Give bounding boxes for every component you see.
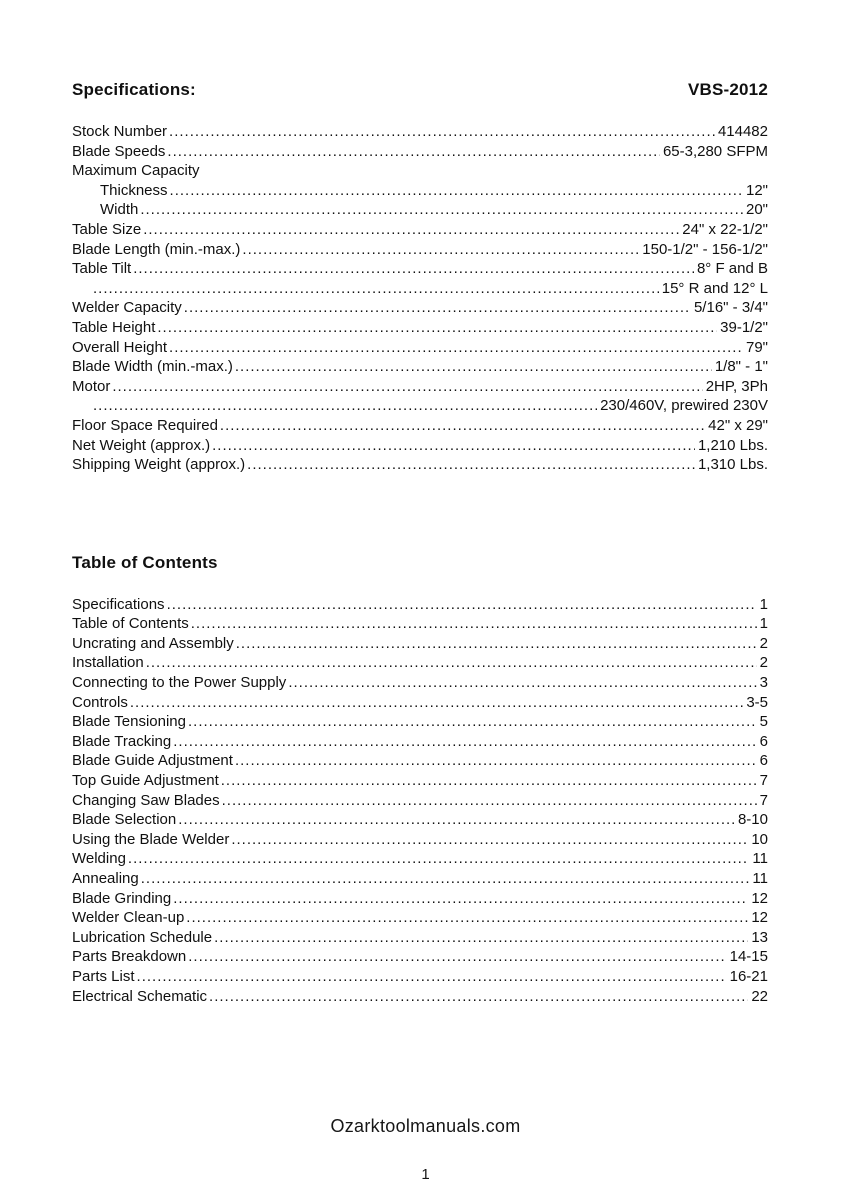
- toc-entry: [72, 614, 768, 634]
- toc-entry: [72, 908, 768, 928]
- toc-page-number: 13: [751, 928, 768, 946]
- dot-leader: [184, 298, 691, 318]
- toc-title: Blade Grinding: [72, 889, 172, 907]
- dot-leader: [130, 693, 743, 713]
- spec-label: Welder Capacity: [72, 299, 182, 317]
- spec-row: [72, 220, 768, 240]
- spec-row: [72, 436, 768, 456]
- toc-entry: [72, 732, 768, 752]
- toc-page-number: 22: [751, 987, 768, 1005]
- dot-leader: [133, 259, 694, 279]
- toc-title: Blade Guide Adjustment: [72, 752, 233, 770]
- dot-leader: [236, 634, 757, 654]
- spec-label: Motor: [72, 377, 111, 395]
- dot-leader: [235, 751, 757, 771]
- spec-value: 39-1/2": [720, 318, 768, 336]
- toc-entry: [72, 869, 768, 889]
- toc-entry: [72, 967, 768, 987]
- spec-row: [72, 142, 768, 162]
- toc-title: Welding: [72, 850, 126, 868]
- dot-leader: [242, 240, 639, 260]
- toc-entry: [72, 693, 768, 713]
- spec-label: Net Weight (approx.): [72, 436, 211, 454]
- spec-value: 20": [745, 201, 768, 219]
- spec-row: [72, 377, 768, 397]
- spec-row: [72, 259, 768, 279]
- spec-value: 65-3,280 SFPM: [662, 142, 768, 160]
- spec-value: 8° F and B: [696, 260, 768, 278]
- toc-entry: [72, 771, 768, 791]
- specifications-header: [72, 80, 768, 100]
- toc-entry: [72, 595, 768, 615]
- dot-leader: [143, 220, 679, 240]
- spec-value: 79": [745, 338, 768, 356]
- spec-label: Maximum Capacity: [72, 162, 200, 180]
- spec-value: 12": [745, 181, 768, 199]
- footer-website: Ozarktoolmanuals.com: [330, 1116, 521, 1136]
- spec-value: 24" x 22-1/2": [682, 220, 768, 238]
- toc-entry: [72, 751, 768, 771]
- dot-leader: [169, 122, 715, 142]
- toc-title: Blade Tensioning: [72, 713, 186, 731]
- toc-title: Blade Tracking: [72, 732, 172, 750]
- toc-page-number: 2: [759, 634, 768, 652]
- toc-title: Table of Contents: [72, 615, 189, 633]
- dot-leader: [288, 673, 756, 693]
- toc-entry: [72, 712, 768, 732]
- spec-label: Blade Speeds: [72, 142, 166, 160]
- dot-leader: [186, 908, 748, 928]
- spec-row: [72, 338, 768, 358]
- toc-title: Uncrating and Assembly: [72, 634, 234, 652]
- dot-leader: [221, 771, 757, 791]
- dot-leader: [170, 181, 743, 201]
- toc-title: Welder Clean-up: [72, 909, 185, 927]
- toc-title: Controls: [72, 693, 128, 711]
- dot-leader: [146, 653, 757, 673]
- toc-title: Specifications: [72, 595, 165, 613]
- toc-title: Top Guide Adjustment: [72, 772, 219, 790]
- toc-entry: [72, 634, 768, 654]
- toc-entry: [72, 653, 768, 673]
- spec-label: Floor Space Required: [72, 416, 218, 434]
- dot-leader: [231, 830, 748, 850]
- spec-value: 15° R and 12° L: [661, 279, 768, 297]
- dot-leader: [112, 377, 702, 397]
- toc-heading: Table of Contents: [72, 552, 218, 572]
- dot-leader: [188, 947, 726, 967]
- spec-label: Blade Length (min.-max.): [72, 240, 241, 258]
- spec-row: [72, 455, 768, 475]
- spec-label: Overall Height: [72, 338, 168, 356]
- spec-row: [72, 122, 768, 142]
- toc-title: Blade Selection: [72, 811, 177, 829]
- dot-leader: [141, 869, 750, 889]
- dot-leader: [222, 791, 757, 811]
- toc-page-number: 2: [759, 654, 768, 672]
- dot-leader: [93, 396, 597, 416]
- spec-value: 150-1/2" - 156-1/2": [642, 240, 768, 258]
- toc-title: Using the Blade Welder: [72, 830, 230, 848]
- spec-label: Thickness: [100, 181, 168, 199]
- toc-page-number: 8-10: [737, 811, 768, 829]
- toc-entry: [72, 849, 768, 869]
- spec-row: [72, 181, 768, 201]
- toc-page-number: 10: [751, 830, 768, 848]
- dot-leader: [235, 357, 712, 377]
- spec-row-continuation: [72, 279, 768, 299]
- toc-entry: [72, 810, 768, 830]
- dot-leader: [247, 455, 695, 475]
- toc-page-number: 7: [759, 772, 768, 790]
- toc-page-number: 12: [751, 889, 768, 907]
- spec-label: Blade Width (min.-max.): [72, 358, 233, 376]
- toc-page-number: 11: [752, 850, 768, 868]
- spec-row: [72, 318, 768, 338]
- spec-row: [72, 161, 768, 181]
- toc-page-number: 14-15: [729, 948, 768, 966]
- spec-value: 1,310 Lbs.: [697, 456, 768, 474]
- toc-entry: [72, 830, 768, 850]
- dot-leader: [209, 987, 748, 1007]
- dot-leader: [212, 436, 695, 456]
- dot-leader: [173, 889, 748, 909]
- toc-page-number: 16-21: [729, 967, 768, 985]
- toc-entry: [72, 791, 768, 811]
- dot-leader: [220, 416, 705, 436]
- spec-value: 230/460V, prewired 230V: [600, 397, 768, 415]
- spec-label: Shipping Weight (approx.): [72, 456, 246, 474]
- spec-value: 414482: [717, 123, 768, 140]
- spec-row: [72, 357, 768, 377]
- dot-leader: [128, 849, 750, 869]
- spec-label: Table Size: [72, 220, 142, 238]
- toc-page-number: 6: [759, 732, 768, 750]
- spec-label: Width: [100, 201, 139, 219]
- dot-leader: [178, 810, 735, 830]
- toc-title: Changing Saw Blades: [72, 791, 220, 809]
- toc-title: Connecting to the Power Supply: [72, 674, 287, 692]
- toc-entry: [72, 928, 768, 948]
- dot-leader: [214, 928, 748, 948]
- dot-leader: [173, 732, 756, 752]
- spec-label: Stock Number: [72, 123, 168, 140]
- spec-label: Table Tilt: [72, 260, 132, 278]
- dot-leader: [167, 595, 757, 615]
- spec-value: 2HP, 3Ph: [705, 377, 768, 395]
- dot-leader: [140, 200, 743, 220]
- toc-entry: [72, 987, 768, 1007]
- dot-leader: [93, 279, 659, 299]
- spec-value: 1/8" - 1": [714, 358, 768, 376]
- spec-row: [72, 240, 768, 260]
- toc-page-number: 11: [752, 870, 768, 887]
- dot-leader: [157, 318, 717, 338]
- toc-page-number: 1: [759, 595, 768, 613]
- toc-page-number: 6: [759, 752, 768, 770]
- toc-page-number: 3-5: [746, 693, 768, 711]
- dot-leader: [169, 338, 743, 358]
- toc-list: [72, 595, 768, 1006]
- spec-label: Table Height: [72, 318, 156, 336]
- toc-title: Parts List: [72, 967, 135, 985]
- spec-row: [72, 200, 768, 220]
- toc-page-number: 3: [759, 674, 768, 692]
- spec-value: 1,210 Lbs.: [697, 436, 768, 454]
- toc-page-number: 7: [759, 791, 768, 809]
- dot-leader: [191, 614, 757, 634]
- spec-value: 5/16" - 3/4": [693, 299, 768, 317]
- specifications-list: [72, 122, 768, 475]
- spec-row: [72, 416, 768, 436]
- toc-title: Lubrication Schedule: [72, 928, 213, 946]
- toc-page-number: 12: [751, 909, 768, 927]
- specifications-heading: Specifications:: [72, 80, 196, 99]
- toc-page-number: 5: [759, 713, 768, 731]
- toc-title: Parts Breakdown: [72, 948, 187, 966]
- toc-entry: [72, 889, 768, 909]
- dot-leader: [137, 967, 727, 987]
- toc-entry: [72, 673, 768, 693]
- model-number: VBS-2012: [687, 80, 768, 99]
- footer-page-number: 1: [421, 1166, 430, 1183]
- toc-page-number: 1: [759, 615, 768, 633]
- dot-leader: [167, 142, 660, 162]
- spec-row-continuation: [72, 396, 768, 416]
- toc-title: Installation: [72, 654, 144, 672]
- toc-entry: [72, 947, 768, 967]
- dot-leader: [188, 712, 757, 732]
- toc-title: Electrical Schematic: [72, 987, 208, 1005]
- spec-row: [72, 298, 768, 318]
- spec-value: 42" x 29": [708, 416, 768, 434]
- toc-title: Annealing: [72, 870, 139, 887]
